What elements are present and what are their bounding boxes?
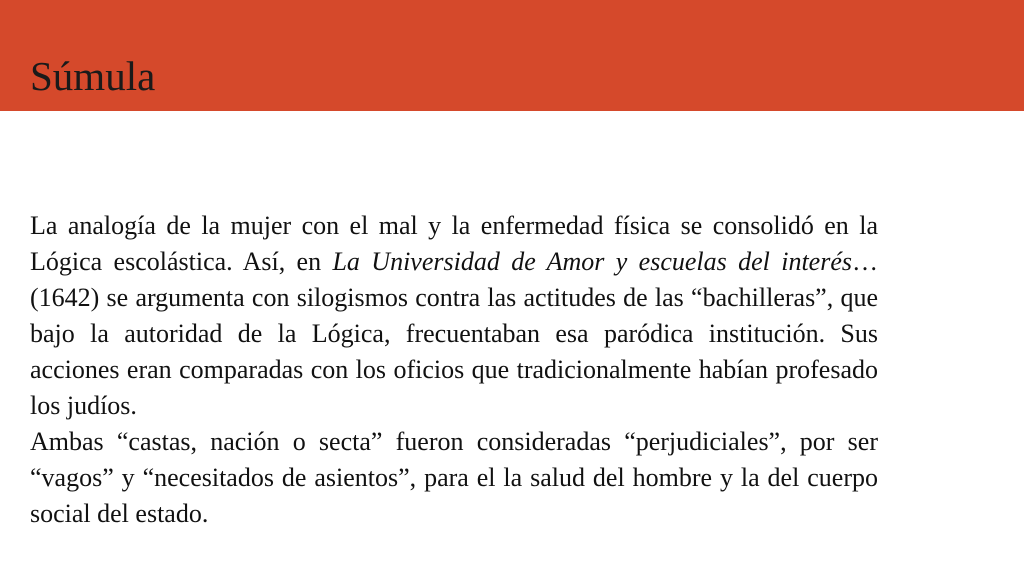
body-text [30, 208, 878, 532]
paragraph-2: Ambas “castas, nación o secta” fueron consideradas “perjudiciales”, por ser “vagos” y “necesitados de asientos”, para el la salud del hombre y la del cuerpo social del estado. [30, 427, 878, 528]
header-band [0, 0, 1024, 111]
slide-title: Súmula [30, 53, 156, 99]
paragraph-1-text-b: …(1642) se argumenta con silogismos contra las actitudes de las “bachilleras”, que bajo la autoridad de la Lógica, frecuentaban esa paródica institución. Sus acciones eran comparadas con los oficios que tradicionalmente habían profesado los judíos. [30, 247, 878, 420]
paragraph-1 [30, 208, 878, 424]
paragraph-1-text-a: La analogía de la mujer con el mal y la enfermedad física se consolidó en la Lógica escolástica. Así, en [30, 211, 878, 276]
book-title: La Universidad de Amor y escuelas del interés [332, 247, 852, 276]
